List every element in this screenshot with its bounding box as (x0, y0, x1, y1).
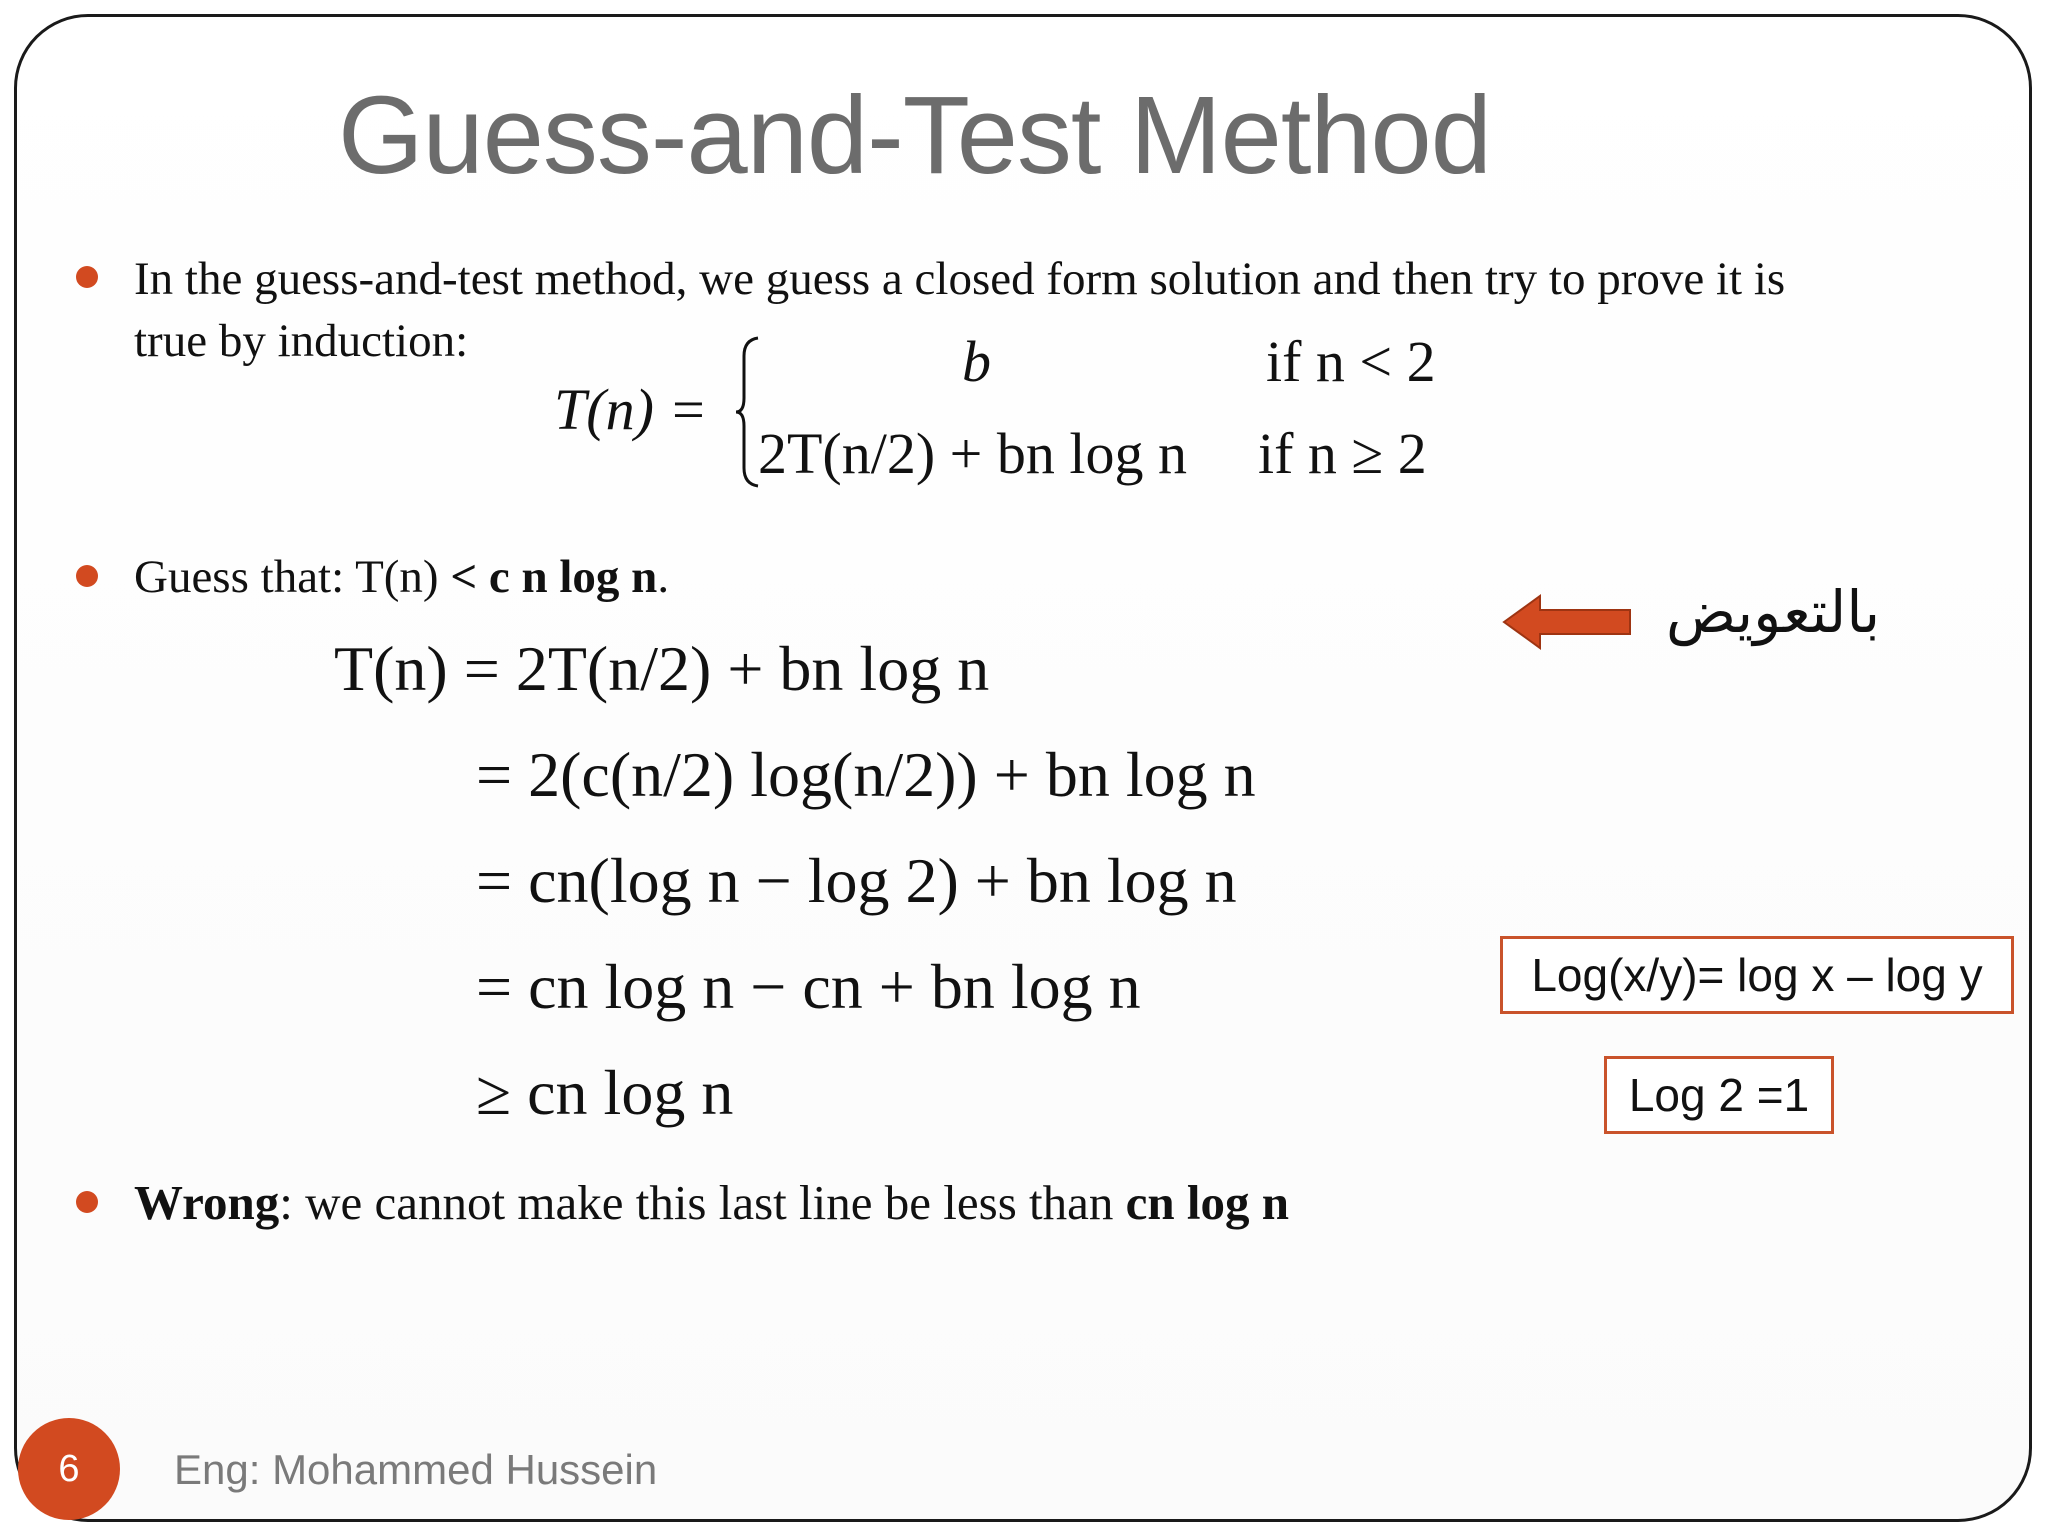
bullet-3-wrong: Wrong (134, 1175, 280, 1230)
derivation-line-5: ≥ cn log n (476, 1057, 734, 1128)
bullet-3-body: : we cannot make this last line be less than (279, 1175, 1126, 1230)
case-2-condition: if n ≥ 2 (1258, 421, 1427, 486)
bullet-2-prefix: Guess that: T(n) (134, 551, 451, 603)
bullet-3-text (134, 1172, 1289, 1234)
bullet-1-line-1: In the guess-and-test method, we guess a closed form solution and then try to prove it is (134, 253, 1786, 305)
bullet-2-suffix: . (657, 551, 670, 603)
derivation-line-2: = 2(c(n/2) log(n/2)) + bn log n (476, 739, 1256, 810)
case-2-value: 2T(n/2) + bn log n (758, 421, 1187, 486)
case-1-condition: if n < 2 (1266, 329, 1436, 394)
log-two-box: Log 2 =1 (1604, 1056, 1834, 1134)
arabic-substitution-label: بالتعويض (1666, 578, 1881, 646)
slide-title: Guess-and-Test Method (338, 74, 1491, 197)
derivation-line-1: T(n) = 2T(n/2) + bn log n (334, 633, 990, 704)
bullet-dot (76, 565, 98, 587)
log-rule-box: Log(x/y)= log x – log y (1500, 936, 2014, 1014)
derivation-line-3: = cn(log n − log 2) + bn log n (476, 845, 1237, 916)
bullet-2-text (134, 546, 669, 608)
bullet-3-bound: cn log n (1125, 1175, 1290, 1230)
left-arrow-icon (1502, 592, 1634, 652)
bullet-2-guess: < c n log n (450, 551, 658, 603)
derivation-line-4: = cn log n − cn + bn log n (476, 951, 1141, 1022)
recurrence-lhs: T(n) = (554, 377, 708, 442)
case-1-value: b (962, 329, 991, 394)
bullet-dot (76, 1191, 98, 1213)
left-brace (734, 336, 760, 488)
bullet-1-text (134, 248, 2014, 372)
bullet-dot (76, 266, 98, 288)
page-number-badge: 6 (18, 1418, 120, 1520)
footer-author: Eng: Mohammed Hussein (174, 1446, 658, 1493)
bullet-1-line-2: true by induction: (134, 315, 469, 367)
